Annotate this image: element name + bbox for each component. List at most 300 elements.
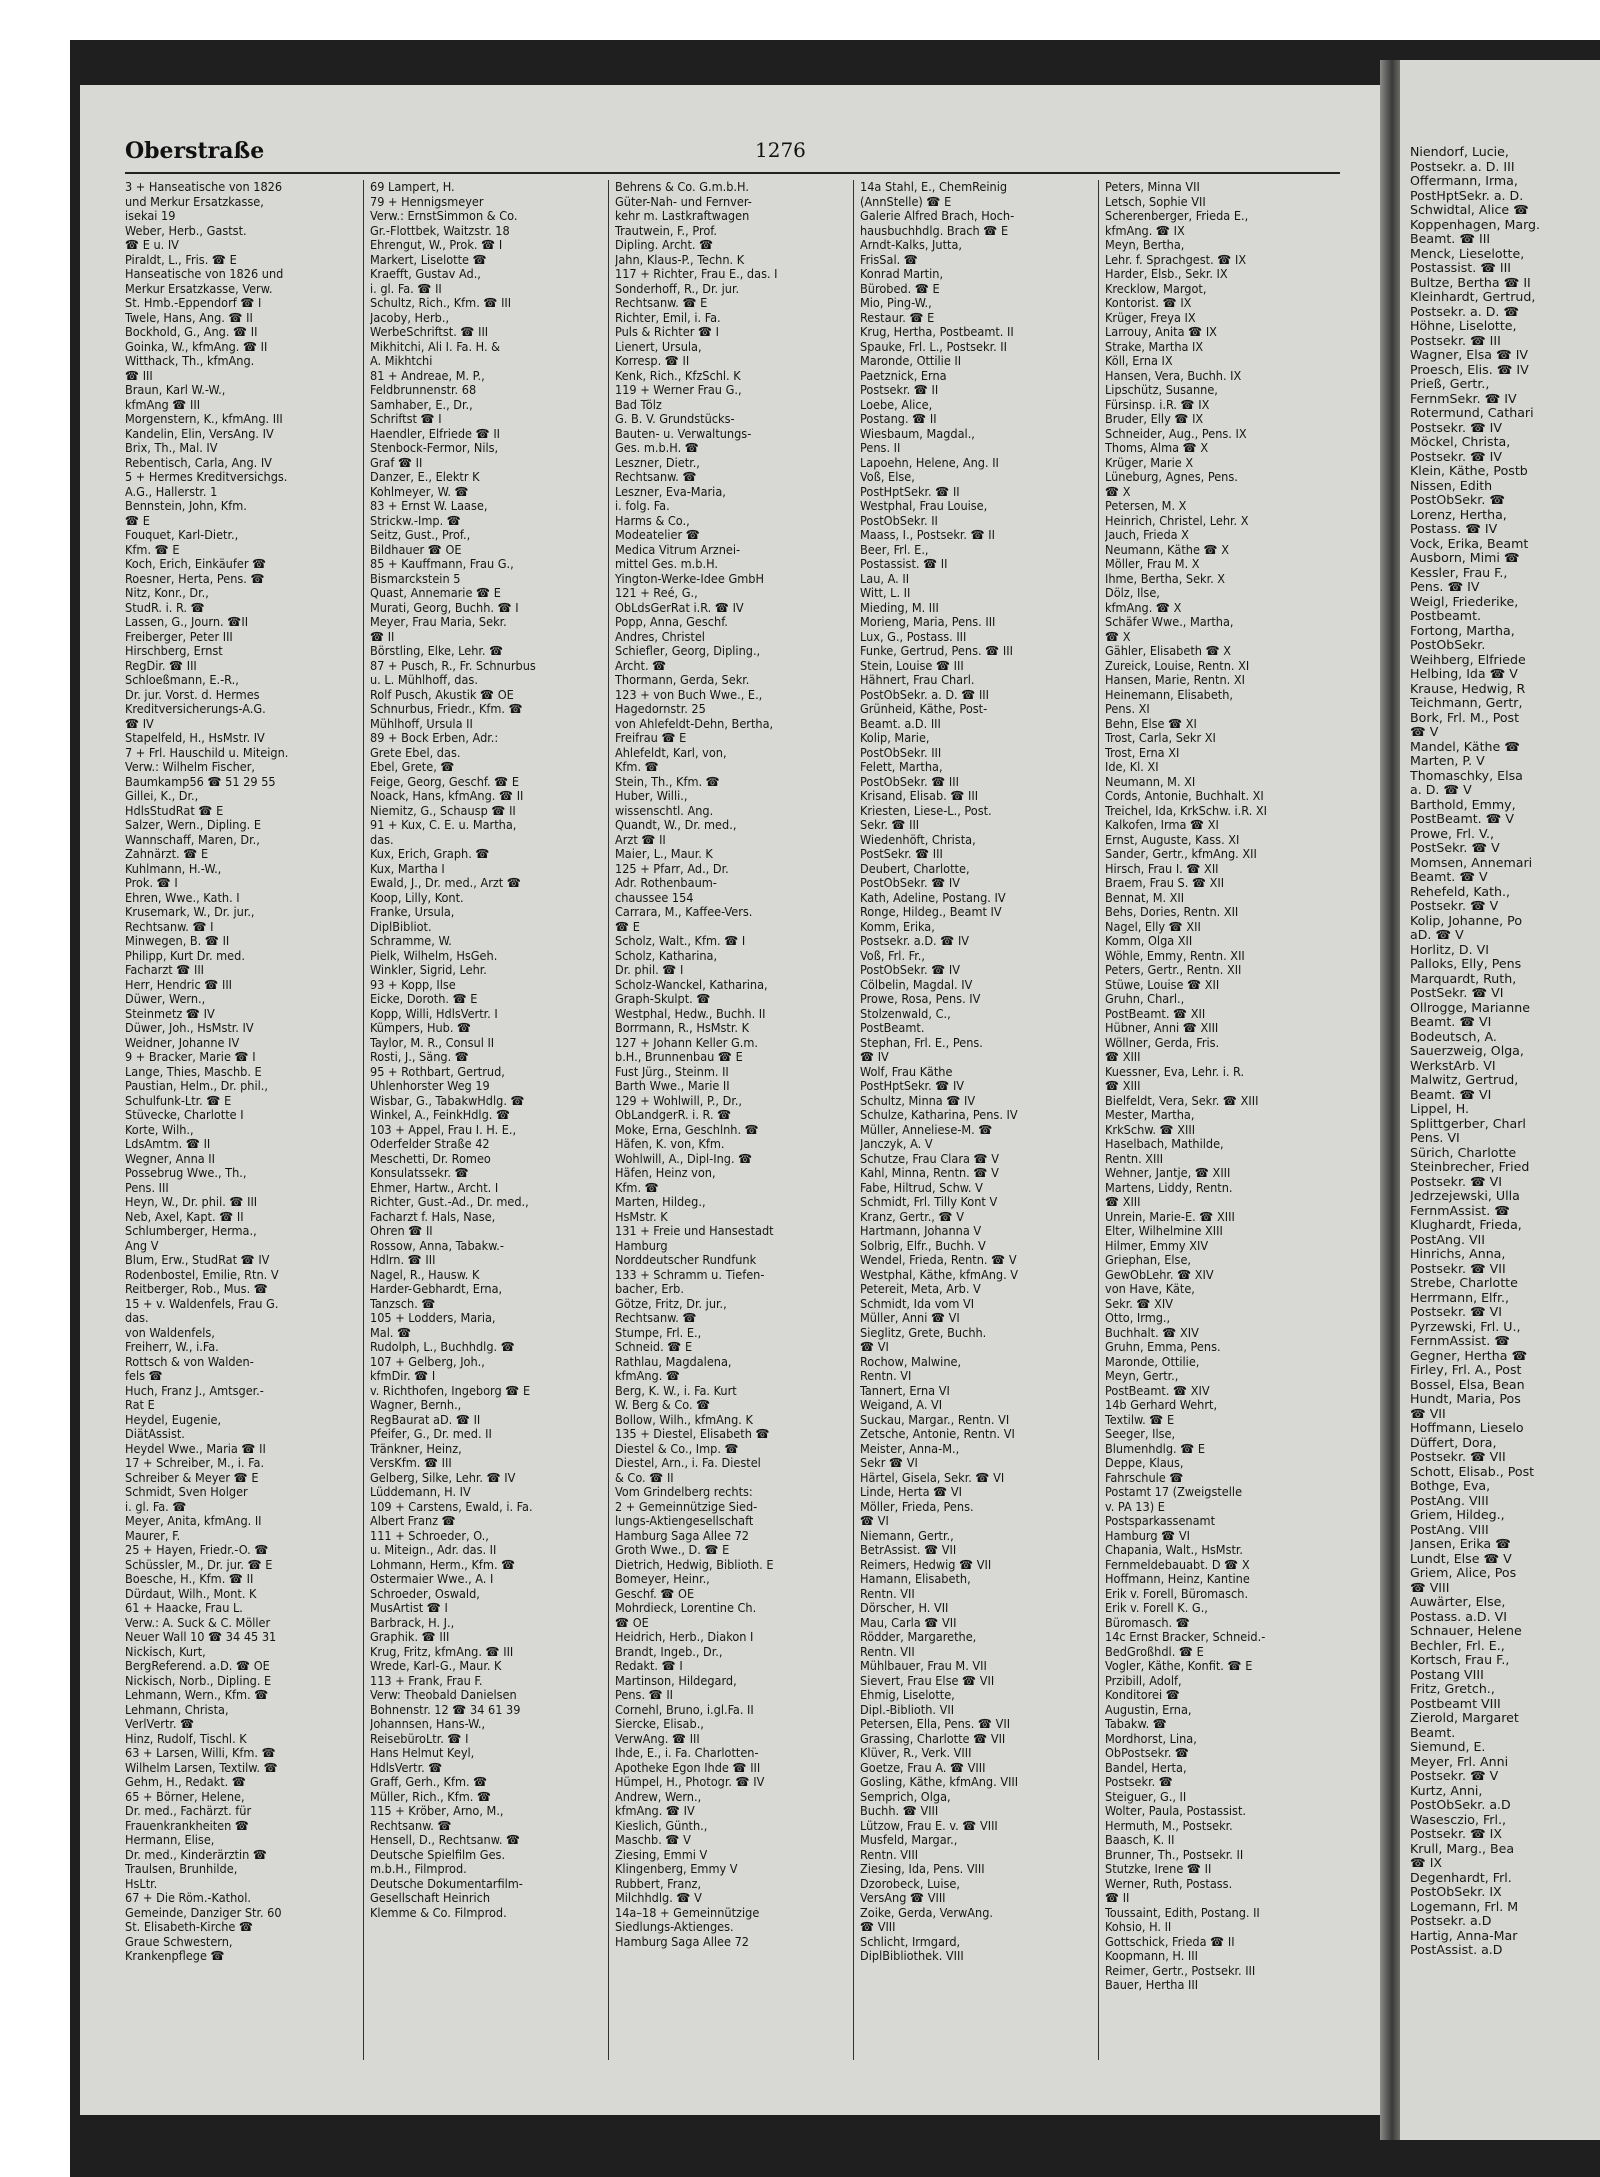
directory-entry-line: Wöllner, Gerda, Fris. <box>1105 1035 1220 1050</box>
directory-entry-line: DiätAssist. <box>125 1427 185 1441</box>
directory-entry-line: Hirschberg, Ernst <box>125 644 223 658</box>
directory-entry-line: Prok. ☎ I <box>125 876 178 890</box>
directory-entry-line: Feldbrunnenstr. 68 <box>370 383 477 397</box>
directory-entry-line: Roesner, Herta, Pens. ☎ <box>125 571 265 586</box>
directory-column-1 <box>125 180 348 2100</box>
directory-entry-line: Ehmer, Hartw., Archt. I <box>370 1180 499 1195</box>
directory-entry-line: Toussaint, Edith, Postang. II <box>1105 1905 1260 1920</box>
directory-entry-line: Scherenberger, Frieda E., <box>1105 209 1249 223</box>
directory-entry-line: RegDir. ☎ III <box>125 658 197 673</box>
directory-entry-line: Wolf, Frau Käthe <box>860 1064 953 1079</box>
directory-entry-line: Feige, Georg, Geschf. ☎ E <box>370 774 520 789</box>
directory-entry-line: Sekr. ☎ III <box>860 818 920 832</box>
directory-entry-line: Facharzt f. Hals, Nase, <box>370 1209 496 1224</box>
directory-entry-line: Gesellschaft Heinrich <box>370 1891 491 1905</box>
directory-entry-line: Arzt ☎ II <box>615 832 666 847</box>
directory-entry-line: Ges. m.b.H. ☎ <box>615 441 699 455</box>
directory-entry-line: Rebentisch, Carla, Ang. IV <box>125 455 272 470</box>
directory-entry-line: lungs-Aktiengesellschaft <box>615 1514 754 1528</box>
directory-entry-line: Lützow, Frau E. v. ☎ VIII <box>860 1818 998 1833</box>
directory-entry-line: Paetznick, Erna <box>860 368 947 383</box>
directory-entry-line: Przibill, Adolf, <box>1105 1673 1182 1688</box>
directory-entry-line: Textilw. ☎ E <box>1105 1412 1175 1427</box>
directory-entry-line: Norddeutscher Rundfunk <box>615 1253 757 1267</box>
directory-entry-line: Bürobed. ☎ E <box>860 281 940 296</box>
directory-entry-line: Meyer, Anita, kfmAng. II <box>125 1514 262 1528</box>
directory-entry-line: Bildhauer ☎ OE <box>370 542 462 557</box>
directory-entry-line: 61 + Haacke, Frau L. <box>125 1601 243 1615</box>
right-page-entry-line: Hoffmann, Lieselo <box>1410 1421 1524 1435</box>
directory-entry-line: Markert, Liselotte ☎ <box>370 252 487 267</box>
directory-entry-line: Schloeßmann, E.-R., <box>125 673 239 687</box>
directory-entry-line: Ostermaier Wwe., A. I <box>370 1572 494 1586</box>
directory-entry-line: Larrouy, Anita ☎ IX <box>1105 325 1217 339</box>
right-page-entry-line: Krause, Hedwig, R <box>1410 681 1526 696</box>
right-page-entry-line: Höhne, Liselotte, <box>1410 319 1517 333</box>
directory-entry-line: Rossow, Anna, Tabakw.- <box>370 1238 504 1253</box>
right-page-entry-line: Rotermund, Cathari <box>1410 406 1534 420</box>
directory-entry-line: Grete Ebel, das. <box>370 745 461 760</box>
directory-entry-line: Trost, Carla, Sekr XI <box>1105 731 1216 745</box>
directory-entry-line: wissenschtl. Ang. <box>615 803 714 818</box>
directory-entry-line: Rudolph, L., Buchhdlg. ☎ <box>370 1340 515 1354</box>
right-page-entry-line: Momsen, Annemari <box>1410 855 1533 870</box>
directory-entry-line: Witt, L. II <box>860 586 911 600</box>
directory-entry-line: Seitz, Gust., Prof., <box>370 528 471 542</box>
right-page-entry-line: Postsekr. ☎ V <box>1410 899 1499 913</box>
directory-entry-line: Erik v. Forell K. G., <box>1105 1601 1208 1615</box>
directory-entry-line: Pens. ☎ II <box>615 1688 674 1702</box>
directory-entry-line: Schutze, Frau Clara ☎ V <box>860 1151 999 1166</box>
directory-entry-line: Diestel & Co., Imp. ☎ <box>615 1441 739 1456</box>
directory-entry-line: Cornehl, Bruno, i.gl.Fa. II <box>615 1702 754 1717</box>
directory-entry-line: Graph-Skulpt. ☎ <box>615 992 711 1006</box>
right-page-entry-line: PostAng. VIII <box>1410 1522 1489 1537</box>
directory-entry-line: HsMstr. K <box>615 1209 668 1224</box>
directory-entry-line: Stolzenwald, C., <box>860 1006 951 1021</box>
right-page-entry-line: FernmAssist. ☎ <box>1410 1203 1510 1218</box>
right-page-entry-line: Düffert, Dora, <box>1410 1435 1497 1450</box>
directory-entry-line: Lange, Thies, Maschb. E <box>125 1064 262 1079</box>
directory-entry-line: ☎ E u. IV <box>125 238 179 252</box>
right-page-entry-line: Hundt, Maria, Pos <box>1410 1392 1521 1406</box>
directory-entry-line: Steinmetz ☎ IV <box>125 1006 215 1021</box>
directory-entry-line: Voß, Else, <box>860 470 915 484</box>
directory-entry-line: Richter, Gust.-Ad., Dr. med., <box>370 1195 529 1209</box>
right-page-entry-line: Postbeamt. <box>1410 609 1482 623</box>
directory-entry-line: Kath, Adeline, Postang. IV <box>860 890 1006 905</box>
directory-entry-line: Morieng, Maria, Pens. III <box>860 615 996 629</box>
directory-entry-line: Hanseatische von 1826 und <box>125 267 284 281</box>
directory-entry-line: Sonderhoff, R., Dr. jur. <box>615 281 740 296</box>
directory-entry-line: Paustian, Helm., Dr. phil., <box>125 1079 268 1093</box>
directory-entry-line: Koopmann, H. III <box>1105 1949 1198 1963</box>
directory-entry-line: A. Mikhtchi <box>370 354 433 368</box>
right-page-entry-line: PostAng. VII <box>1410 1232 1485 1247</box>
directory-entry-line: Griephan, Else, <box>1105 1253 1192 1267</box>
directory-entry-line: Fürsinsp. i.R. ☎ IX <box>1105 397 1210 412</box>
directory-entry-line: Lau, A. II <box>860 571 910 586</box>
directory-entry-line: VerwAng. ☎ III <box>615 1731 700 1746</box>
right-page-entry-line: PostHptSekr. a. D. <box>1410 188 1524 203</box>
directory-entry-line: Sievert, Frau Else ☎ VII <box>860 1673 995 1688</box>
directory-entry-line: A.G., Hallerstr. 1 <box>125 484 218 499</box>
right-page-entry-line: Palloks, Elly, Pens <box>1410 957 1522 971</box>
directory-entry-line: Schneid. ☎ E <box>615 1340 693 1354</box>
right-page-entry-line: Postsekr. ☎ IV <box>1410 420 1502 435</box>
directory-entry-line: Kandelin, Elin, VersAng. IV <box>125 426 274 441</box>
directory-entry-line: Wrede, Karl-G., Maur. K <box>370 1659 502 1673</box>
column-divider <box>608 180 609 2060</box>
directory-entry-line: Voß, Frl. Fr., <box>860 948 925 963</box>
directory-entry-line: Kieslich, Günth., <box>615 1818 708 1833</box>
directory-entry-line: von Waldenfels, <box>125 1325 215 1340</box>
right-page-entry-line: Postassist. ☎ III <box>1410 261 1512 275</box>
directory-entry-line: bacher, Erb. <box>615 1282 684 1296</box>
directory-entry-line: (AnnStelle) ☎ E <box>860 194 952 209</box>
directory-entry-line: Lehmann, Wern., Kfm. ☎ <box>125 1688 269 1702</box>
right-page-entry-line: Zierold, Margaret <box>1410 1711 1519 1725</box>
directory-entry-line: Kalkofen, Irma ☎ XI <box>1105 818 1219 832</box>
directory-entry-line: Stüvecke, Charlotte I <box>125 1108 244 1122</box>
directory-entry-line: Börstling, Elke, Lehr. ☎ <box>370 644 504 658</box>
directory-entry-line: PostObSekr. II <box>860 513 938 528</box>
right-page-entry-line: Beamt. <box>1410 1725 1456 1740</box>
directory-entry-line: ☎ XIII <box>1105 1079 1141 1093</box>
directory-entry-line: FrisSal. ☎ <box>860 252 918 267</box>
directory-entry-line: Verw.: A. Suck & C. Möller <box>125 1615 271 1630</box>
right-page-entry-line: Postsekr. ☎ V <box>1410 1769 1499 1783</box>
directory-entry-line: Hamburg <box>615 1238 668 1253</box>
directory-entry-line: 83 + Ernst W. Laase, <box>370 499 488 513</box>
right-page-entry-line: Wagner, Elsa ☎ IV <box>1410 348 1529 362</box>
directory-entry-line: Peters, Gertr., Rentn. XII <box>1105 963 1242 977</box>
directory-entry-line: Haendler, Elfriede ☎ II <box>370 426 501 441</box>
directory-entry-line: Huch, Franz J., Amtsger.- <box>125 1383 264 1398</box>
directory-entry-line: Yington-Werke-Idee GmbH <box>615 571 765 586</box>
directory-entry-line: ObLdsGerRat i.R. ☎ IV <box>615 600 744 615</box>
directory-entry-line: Bockhold, G., Ang. ☎ II <box>125 325 258 339</box>
directory-entry-line: Behn, Else ☎ XI <box>1105 716 1197 731</box>
directory-entry-line: Vogler, Käthe, Konfit. ☎ E <box>1105 1659 1253 1673</box>
directory-entry-line: Schlumberger, Herma., <box>125 1224 257 1238</box>
directory-entry-line: Weidner, Johanne IV <box>125 1035 240 1050</box>
directory-entry-line: Braem, Frau S. ☎ XII <box>1105 876 1225 890</box>
right-page-entry-line: Postsekr. a.D <box>1410 1914 1492 1928</box>
directory-entry-line: Schramme, W. <box>370 934 452 948</box>
directory-entry-line: Häfen, K. von, Kfm. <box>615 1137 725 1151</box>
right-page-entry-line: Postsekr. a. D. ☎ <box>1410 304 1520 319</box>
directory-entry-line: das. <box>370 832 394 847</box>
directory-entry-line: Thormann, Gerda, Sekr. <box>615 673 750 687</box>
directory-entry-line: Seeger, Ilse, <box>1105 1427 1176 1441</box>
directory-entry-line: Ahlefeldt, Karl, von, <box>615 745 727 760</box>
column-divider <box>853 180 854 2060</box>
directory-entry-line: 107 + Gelberg, Joh., <box>370 1354 485 1369</box>
directory-entry-line: Graue Schwestern, <box>125 1934 233 1949</box>
right-page-entry-line: Menck, Lieselotte, <box>1410 246 1525 261</box>
directory-entry-line: Otto, Irmg., <box>1105 1311 1171 1325</box>
directory-entry-line: Hans Helmut Keyl, <box>370 1746 475 1760</box>
directory-entry-line: Schmidt, Sven Holger <box>125 1485 248 1499</box>
directory-entry-line: 79 + Hennigsmeyer <box>370 194 484 209</box>
directory-entry-line: Kümpers, Hub. ☎ <box>370 1021 472 1035</box>
directory-entry-line: Bauer, Hertha III <box>1105 1978 1199 1992</box>
right-page-entry-line: Postsekr. ☎ IV <box>1410 449 1502 464</box>
directory-entry-line: Marten, Hildeg., <box>615 1195 706 1209</box>
directory-entry-line: Werner, Ruth, Postass. <box>1105 1876 1233 1891</box>
directory-entry-line: Kuhlmann, H.-W., <box>125 861 222 876</box>
directory-entry-line: Puls & Richter ☎ I <box>615 325 720 339</box>
directory-entry-line: Hamburg Saga Allee 72 <box>615 1528 749 1543</box>
right-page-entry-line: Steinbrecher, Fried <box>1410 1160 1530 1174</box>
directory-entry-line: Moke, Erna, Geschlnh. ☎ <box>615 1122 759 1137</box>
directory-entry-line: Ronge, Hildeg., Beamt IV <box>860 905 1002 919</box>
directory-entry-line: Ehmig, Liselotte, <box>860 1688 955 1702</box>
directory-entry-line: 14a–18 + Gemeinnützige <box>615 1905 760 1920</box>
directory-entry-line: PostSekr. ☎ III <box>860 847 943 861</box>
directory-entry-line: Trost, Erna XI <box>1105 745 1180 760</box>
directory-entry-line: Mordhorst, Lina, <box>1105 1731 1197 1746</box>
directory-entry-line: Graphik. ☎ III <box>370 1630 450 1644</box>
directory-entry-line: Bollow, Wilh., kfmAng. K <box>615 1412 753 1427</box>
right-page-entry-line: Offermann, Irma, <box>1410 174 1518 188</box>
directory-entry-line: Heinrich, Christel, Lehr. X <box>1105 513 1249 528</box>
directory-entry-line: 95 + Rothbart, Gertrud, <box>370 1064 505 1079</box>
right-page-entry-line: Sürich, Charlotte <box>1410 1145 1517 1160</box>
right-page-entry-line: Pens. ☎ IV <box>1410 580 1480 594</box>
directory-entry-line: VersKfm. ☎ III <box>370 1456 452 1470</box>
directory-entry-line: von Ahlefeldt-Dehn, Bertha, <box>615 716 774 731</box>
directory-entry-line: Braun, Karl W.-W., <box>125 383 226 397</box>
directory-entry-line: Prowe, Rosa, Pens. IV <box>860 992 981 1006</box>
directory-entry-line: Gruhn, Charl., <box>1105 992 1185 1006</box>
directory-entry-line: Borrmann, R., HsMstr. K <box>615 1021 749 1035</box>
directory-entry-line: 85 + Kauffmann, Frau G., <box>370 557 514 571</box>
right-page-entry-line: Kessler, Frau F., <box>1410 565 1508 580</box>
right-page-entry-line: PostAssist. a.D <box>1410 1943 1503 1957</box>
directory-entry-line: Bad Tölz <box>615 397 662 412</box>
directory-entry-line: Fernmeldebauabt. D ☎ X <box>1105 1557 1250 1572</box>
directory-entry-line: Kohlmeyer, W. ☎ <box>370 484 469 499</box>
directory-entry-line: Bandel, Herta, <box>1105 1760 1187 1775</box>
directory-entry-line: Redakt. ☎ I <box>615 1659 683 1673</box>
directory-entry-line: Kranz, Gertr., ☎ V <box>860 1209 964 1224</box>
directory-entry-line: Westphal, Frau Louise, <box>860 499 988 513</box>
directory-entry-line: Lehr. f. Sprachgest. ☎ IX <box>1105 252 1247 267</box>
directory-entry-line: Möller, Frau M. X <box>1105 557 1200 571</box>
directory-entry-line: ☎ E <box>615 919 640 934</box>
directory-entry-line: Blum, Erw., StudRat ☎ IV <box>125 1253 270 1267</box>
right-page-entry-line: Klughardt, Frieda, <box>1410 1218 1522 1232</box>
right-page-entry-line: Postass. a.D. VI <box>1410 1609 1507 1624</box>
directory-entry-line: Schlicht, Irmgard, <box>860 1934 961 1949</box>
directory-entry-line: Sekr ☎ VI <box>860 1456 918 1470</box>
directory-entry-line: Steiguer, G., II <box>1105 1789 1187 1804</box>
right-page-entry-line: FernmSekr. ☎ IV <box>1410 391 1517 406</box>
directory-entry-line: Harms & Co., <box>615 513 690 528</box>
directory-entry-line: Lapoehn, Helene, Ang. II <box>860 455 999 470</box>
directory-entry-line: Ehrengut, W., Prok. ☎ I <box>370 238 503 252</box>
directory-entry-line: Lienert, Ursula, <box>615 339 702 354</box>
directory-entry-line: Neb, Axel, Kapt. ☎ II <box>125 1209 244 1224</box>
directory-entry-line: Goetze, Frau A. ☎ VIII <box>860 1760 986 1775</box>
right-page-entry-line: Proesch, Elis. ☎ IV <box>1410 362 1529 377</box>
directory-entry-line: hausbuchhdlg. Brach ☎ E <box>860 223 1009 238</box>
directory-entry-line: Schriftst ☎ I <box>370 412 442 426</box>
directory-entry-line: Winkel, A., FeinkHdlg. ☎ <box>370 1108 511 1122</box>
directory-entry-line: Rechtsanw. ☎ <box>615 1311 697 1325</box>
directory-entry-line: Rechtsanw. ☎ <box>370 1818 452 1833</box>
right-page-entry-line: Prieß, Gertr., <box>1410 377 1490 391</box>
directory-entry-line: Chapania, Walt., HsMstr. <box>1105 1543 1244 1557</box>
directory-entry-line: Possebrug Wwe., Th., <box>125 1166 247 1180</box>
directory-entry-line: Milchhdlg. ☎ V <box>615 1891 702 1905</box>
directory-entry-line: Ide, Kl. XI <box>1105 760 1159 774</box>
directory-entry-line: Härtel, Gisela, Sekr. ☎ VI <box>860 1470 1005 1485</box>
directory-entry-line: ☎ II <box>370 629 395 644</box>
directory-entry-line: Petersen, M. X <box>1105 499 1187 513</box>
directory-entry-line: Korte, Wilh., <box>125 1122 194 1137</box>
directory-entry-line: Petersen, Ella, Pens. ☎ VII <box>860 1717 1011 1731</box>
directory-entry-line: Hensell, D., Rechtsanw. ☎ <box>370 1833 521 1847</box>
column-divider <box>363 180 364 2060</box>
directory-entry-line: ReisebüroLtr. ☎ I <box>370 1731 469 1746</box>
directory-entry-line: Ebel, Grete, ☎ <box>370 760 455 774</box>
directory-entry-line: Mieding, M. III <box>860 600 939 615</box>
directory-entry-line: RegBaurat aD. ☎ II <box>370 1412 481 1427</box>
directory-entry-line: Stein, Th., Kfm. ☎ <box>615 774 720 789</box>
directory-entry-line: Klemme & Co. Filmprod. <box>370 1905 507 1920</box>
directory-entry-line: Gr.-Flottbek, Waitzstr. 18 <box>370 223 510 238</box>
directory-entry-line: PostBeamt. <box>860 1021 925 1035</box>
right-page-entry-line: Griem, Hildeg., <box>1410 1508 1505 1522</box>
directory-entry-line: 119 + Werner Frau G., <box>615 383 742 397</box>
directory-entry-line: Lehmann, Christa, <box>125 1702 229 1717</box>
directory-entry-line: Mester, Martha, <box>1105 1108 1195 1122</box>
directory-entry-line: 14a Stahl, E., ChemReinig <box>860 180 1008 194</box>
directory-entry-line: ☎ VI <box>860 1514 889 1528</box>
directory-entry-line: Buchh. ☎ VIII <box>860 1804 939 1818</box>
book-spine <box>1380 60 1400 2140</box>
right-page-entry-line: Horlitz, D. VI <box>1410 942 1489 957</box>
page-number: 1276 <box>755 138 806 162</box>
directory-entry-line: Kenk, Rich., KfzSchl. K <box>615 368 741 383</box>
directory-entry-line: Scholz, Walt., Kfm. ☎ I <box>615 934 746 948</box>
directory-entry-line: Rottsch & von Walden- <box>125 1354 254 1369</box>
directory-entry-line: Gillei, K., Dr., <box>125 789 199 803</box>
directory-entry-line: Adr. Rothenbaum- <box>615 876 717 890</box>
directory-entry-line: DiplBibliot. <box>370 919 432 934</box>
directory-entry-line: Rathlau, Magdalena, <box>615 1354 732 1369</box>
directory-entry-line: chaussee 154 <box>615 890 694 905</box>
directory-entry-line: Jauch, Frieda X <box>1105 528 1189 542</box>
directory-entry-line: Heidrich, Herb., Diakon I <box>615 1630 754 1644</box>
directory-entry-line: 103 + Appel, Frau I. H. E., <box>370 1122 517 1137</box>
directory-entry-line: Krüger, Freya IX <box>1105 310 1196 325</box>
directory-entry-line: ☎ XIII <box>1105 1050 1141 1064</box>
directory-entry-line: Medica Vitrum Arznei- <box>615 542 741 557</box>
directory-entry-line: Ehren, Wwe., Kath. I <box>125 890 240 905</box>
directory-entry-line: Meyer, Frau Maria, Sekr. <box>370 615 507 629</box>
directory-entry-line: 81 + Andreae, M. P., <box>370 368 485 383</box>
directory-entry-line: Carrara, M., Kaffee-Vers. <box>615 905 753 919</box>
directory-entry-line: Konrad Martin, <box>860 267 944 281</box>
directory-entry-line: PostHptSekr. ☎ IV <box>860 1079 965 1093</box>
directory-entry-line: ☎ XIII <box>1105 1195 1141 1209</box>
directory-entry-line: Rentn. VIII <box>860 1847 919 1862</box>
directory-entry-line: Bomeyer, Heinr., <box>615 1572 710 1586</box>
directory-entry-line: Kreditversicherungs-A.G. <box>125 702 266 716</box>
directory-entry-line: Dr. med., Kinderärztin ☎ <box>125 1847 268 1862</box>
directory-entry-line: Klingenberg, Emmy V <box>615 1862 738 1876</box>
directory-entry-line: Kopp, Willi, HdlsVertr. I <box>370 1006 498 1021</box>
directory-entry-line: Deppe, Klaus, <box>1105 1456 1184 1470</box>
directory-entry-line: Gottschick, Frieda ☎ II <box>1105 1934 1235 1949</box>
directory-entry-line: Freiberger, Peter III <box>125 629 233 644</box>
directory-entry-line: v. Richthofen, Ingeborg ☎ E <box>370 1383 531 1398</box>
directory-entry-line: Mio, Ping-W., <box>860 296 932 310</box>
directory-entry-line: Schroeder, Oswald, <box>370 1586 480 1601</box>
directory-entry-line: Jacoby, Herb., <box>370 310 450 325</box>
directory-entry-line: Johannsen, Hans-W., <box>370 1717 486 1731</box>
directory-entry-line: Wiesbaum, Magdal., <box>860 426 975 441</box>
directory-entry-line: Götze, Fritz, Dr. jur., <box>615 1296 727 1311</box>
directory-entry-line: Rolf Pusch, Akustik ☎ OE <box>370 687 514 702</box>
directory-entry-line: Krüger, Marie X <box>1105 455 1194 470</box>
right-page-entry-line: FernmAssist. ☎ <box>1410 1334 1510 1348</box>
directory-entry-line: ☎ E <box>125 513 150 528</box>
directory-entry-line: St. Hmb.-Eppendorf ☎ I <box>125 296 262 310</box>
right-page-entry-line: Klein, Käthe, Postb <box>1410 464 1528 478</box>
right-page-entry-line: Kleinhardt, Gertrud, <box>1410 290 1536 304</box>
directory-entry-line: 135 + Diestel, Elisabeth ☎ <box>615 1427 770 1441</box>
directory-entry-line: Minwegen, B. ☎ II <box>125 934 230 948</box>
directory-entry-line: Krisand, Elisab. ☎ III <box>860 789 979 803</box>
right-page-entry-line: PostObSekr. <box>1410 638 1486 652</box>
directory-entry-line: Kraefft, Gustav Ad., <box>370 267 481 281</box>
right-page-entry-line: Hinrichs, Anna, <box>1410 1247 1506 1261</box>
directory-entry-line: u. L. Mühlhoff, das. <box>370 673 478 687</box>
directory-entry-line: Neuer Wall 10 ☎ 34 45 31 <box>125 1630 277 1644</box>
directory-entry-line: Heyn, W., Dr. phil. ☎ III <box>125 1195 258 1209</box>
directory-entry-line: Dipling. Archt. ☎ <box>615 238 714 252</box>
directory-entry-line: 125 + Pfarr, Ad., Dr. <box>615 861 729 876</box>
directory-entry-line: 65 + Börner, Helene, <box>125 1789 245 1804</box>
directory-entry-line: Barth Wwe., Marie II <box>615 1079 730 1093</box>
right-page-entry-line: Strebe, Charlotte <box>1410 1276 1518 1290</box>
directory-entry-line: Häfen, Heinz von, <box>615 1166 716 1180</box>
directory-entry-line: Gehm, H., Redakt. ☎ <box>125 1775 246 1789</box>
directory-entry-line: Bielfeldt, Vera, Sekr. ☎ XIII <box>1105 1093 1259 1108</box>
right-page-entry-line: Marquardt, Ruth, <box>1410 971 1517 986</box>
directory-entry-line: Uhlenhorster Weg 19 <box>370 1079 490 1093</box>
directory-entry-line: Semprich, Olga, <box>860 1789 951 1804</box>
directory-entry-line: Spauke, Frl. L., Postsekr. II <box>860 339 1007 354</box>
directory-entry-line: 25 + Hayen, Friedr.-O. ☎ <box>125 1543 269 1557</box>
directory-entry-line: Wannschaff, Maren, Dr., <box>125 832 260 847</box>
directory-entry-line: Krankenpflege ☎ <box>125 1949 225 1963</box>
directory-entry-line: Kuessner, Eva, Lehr. i. R. <box>1105 1064 1245 1079</box>
directory-entry-line: Postsekr. ☎ II <box>860 383 939 397</box>
directory-entry-line: 17 + Schreiber, M., i. Fa. <box>125 1456 265 1470</box>
right-page-entry-line: WerkstArb. VI <box>1410 1058 1496 1073</box>
directory-entry-line: 133 + Schramm u. Tiefen- <box>615 1267 765 1282</box>
directory-entry-line: Hdlrn. ☎ III <box>370 1253 436 1267</box>
directory-entry-line: Köll, Erna IX <box>1105 354 1173 368</box>
right-page-entry-line: Beamt. ☎ VI <box>1410 1015 1492 1029</box>
directory-entry-line: BergReferend. a.D. ☎ OE <box>125 1659 270 1673</box>
